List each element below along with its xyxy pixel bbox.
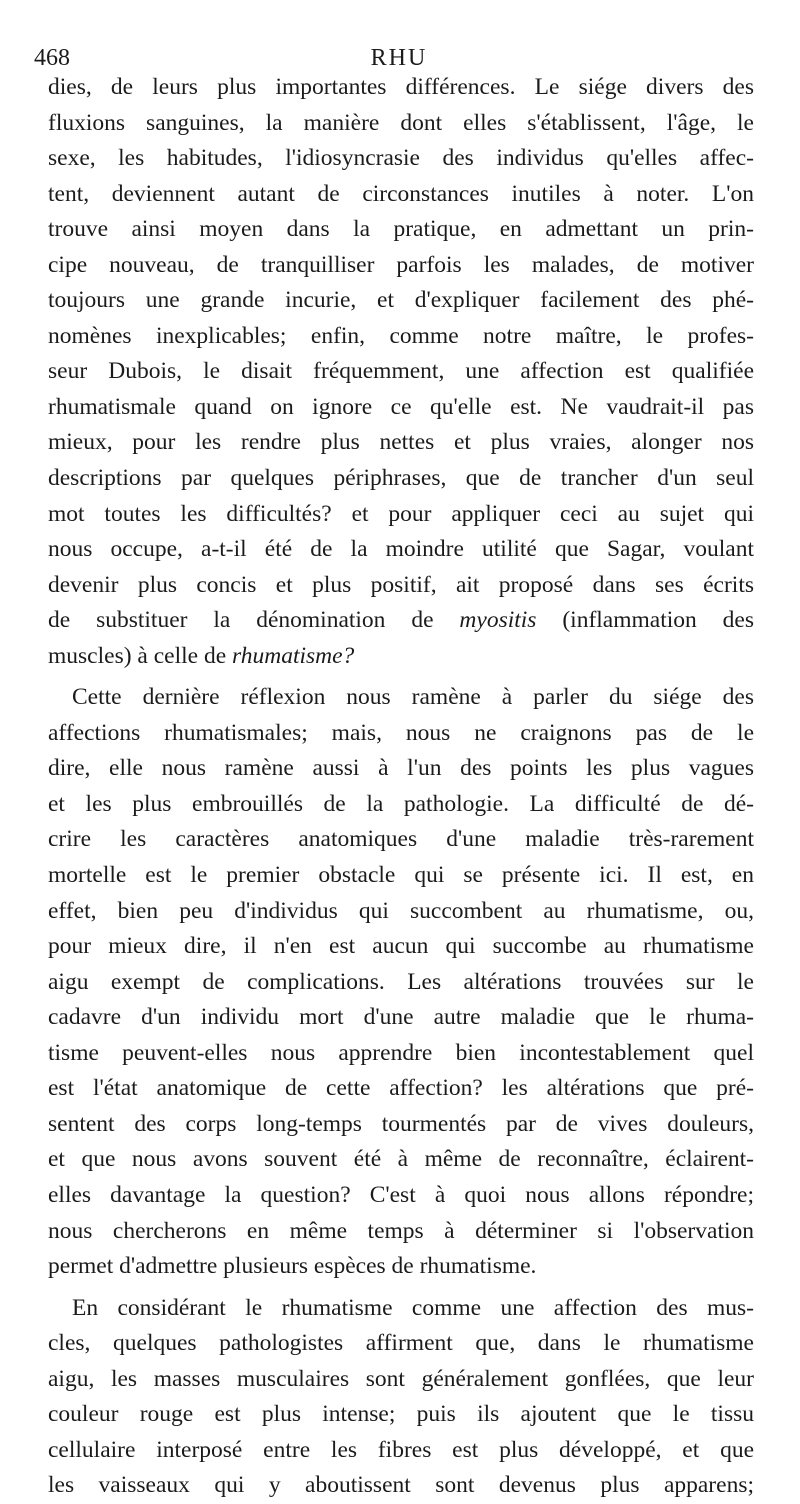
running-title: RHU	[370, 45, 428, 71]
text-line: fluxions sanguines, la manière dont elles s'établissent, l'âge, le	[48, 109, 754, 136]
text-line: mieux, pour les rendre plus nettes et plus vraies, alonger nos	[48, 429, 754, 456]
text-line: tent, deviennent autant de circonstances inutiles à noter. L'on	[48, 180, 754, 207]
text-line: trouve ainsi moyen dans la pratique, en admettant un prin-	[48, 216, 754, 243]
text-line: descriptions par quelques périphrases, que de trancher d'un seul	[48, 465, 754, 492]
text-line: effet, bien peu d'individus qui succombent au rhumatisme, ou,	[48, 897, 754, 924]
text-line: toujours une grande incurie, et d'expliquer facilement des phé-	[48, 287, 754, 314]
text-run: de substituer la dénomination de	[48, 607, 460, 634]
text-line: permet d'admettre plusieurs espèces de rhumatisme.	[48, 1253, 537, 1280]
italic-term: myositis	[459, 607, 537, 634]
page-number: 468	[34, 45, 70, 71]
text-line: sentent des corps long-temps tourmentés par de vives douleurs,	[48, 1110, 754, 1137]
text-line: pour mieux dire, il n'en est aucun qui succombe au rhumatisme	[48, 933, 754, 960]
text-line: elles davantage la question? C'est à quoi nous allons répondre;	[48, 1181, 754, 1208]
text-line: dies, de leurs plus importantes différences. Le siége divers des	[48, 74, 754, 100]
text-run: (inflammation des	[536, 607, 755, 634]
text-line: tisme peuvent-elles nous apprendre bien incontestablement quel	[48, 1039, 754, 1066]
text-line: cles, quelques pathologistes affirment que, dans le rhumatisme	[48, 1330, 754, 1357]
text-line	[48, 603, 754, 639]
text-line: mortelle est le premier obstacle qui se présente ici. Il est, en	[48, 862, 754, 889]
text-line: rhumatismale quand on ignore ce qu'elle est. Ne vaudrait-il pas	[48, 393, 754, 420]
body-text	[48, 70, 754, 1504]
text-line: cadavre d'un individu mort d'une autre maladie que le rhuma-	[48, 1004, 754, 1031]
text-line	[48, 639, 754, 675]
text-line: Cette dernière réflexion nous ramène à parler du siége des	[72, 684, 754, 711]
text-line: seur Dubois, le disait fréquemment, une affection est qualifiée	[48, 358, 754, 385]
text-line: les vaisseaux qui y aboutissent sont devenus plus apparens;	[48, 1472, 754, 1499]
text-line: cellulaire interposé entre les fibres est plus développé, et que	[48, 1436, 754, 1463]
text-line: nomènes inexplicables; enfin, comme notre maître, le profes-	[48, 322, 754, 349]
text-line: aigu exempt de complications. Les altérations trouvées sur le	[48, 968, 754, 995]
italic-term: rhumatisme?	[232, 642, 355, 669]
text-line: nous chercherons en même temps à déterminer si l'observation	[48, 1217, 754, 1244]
text-line: sexe, les habitudes, l'idiosyncrasie des individus qu'elles affec-	[48, 145, 754, 172]
text-line: cipe nouveau, de tranquilliser parfois les malades, de motiver	[48, 251, 754, 278]
text-line: et que nous avons souvent été à même de reconnaître, éclairent-	[48, 1146, 754, 1173]
text-line: En considérant le rhumatisme comme une affection des mus-	[72, 1294, 754, 1321]
text-line: nous occupe, a-t-il été de la moindre utilité que Sagar, voulant	[48, 536, 754, 563]
text-line: est l'état anatomique de cette affection? les altérations que pré-	[48, 1075, 754, 1102]
text-run: muscles) à celle de	[48, 642, 232, 669]
text-line: affections rhumatismales; mais, nous ne craignons pas de le	[48, 719, 754, 746]
text-line: crire les caractères anatomiques d'une maladie très-rarement	[48, 826, 754, 853]
text-line: et les plus embrouillés de la pathologie. La difficulté de dé-	[48, 790, 754, 817]
text-line: devenir plus concis et plus positif, ait proposé dans ses écrits	[48, 571, 754, 598]
text-line: couleur rouge est plus intense; puis ils ajoutent que le tissu	[48, 1401, 754, 1428]
text-line: aigu, les masses musculaires sont généralement gonflées, que leur	[48, 1365, 754, 1392]
text-line: mot toutes les difficultés? et pour appliquer ceci au sujet qui	[48, 500, 754, 527]
text-line: dire, elle nous ramène aussi à l'un des points les plus vagues	[48, 755, 754, 782]
